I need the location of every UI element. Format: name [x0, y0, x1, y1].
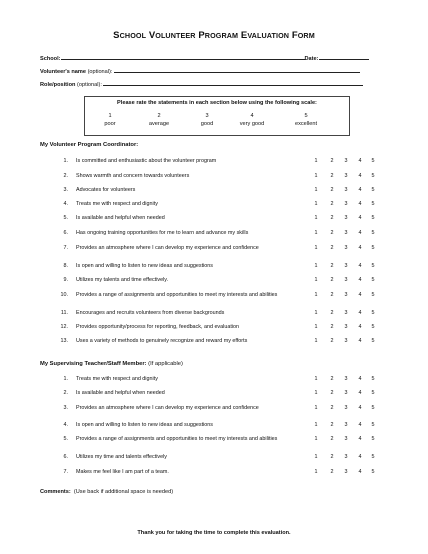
- statement-number: 3.: [63, 187, 68, 193]
- rating-option-2[interactable]: 2: [330, 187, 334, 193]
- title-word-4: EVALUATION: [240, 30, 290, 41]
- role-field[interactable]: [103, 80, 363, 86]
- title-word-3: PROGRAM: [198, 30, 239, 41]
- statement-text: Is open and willing to listen to new ideas and suggestions: [76, 422, 213, 428]
- statement-number: 11.: [60, 310, 68, 316]
- form-title: [0, 30, 428, 41]
- scale-instruction: Please rate the statements in each section below using the following scale:: [117, 100, 317, 106]
- rating-option-1[interactable]: 1: [314, 158, 318, 164]
- rating-option-3[interactable]: 3: [344, 422, 348, 428]
- school-label: School:: [40, 56, 61, 62]
- rating-option-5[interactable]: 5: [371, 324, 375, 330]
- statement-text: Makes me feel like I am part of a team.: [76, 469, 169, 475]
- rating-option-1[interactable]: 1: [314, 469, 318, 475]
- rating-option-4[interactable]: 4: [358, 405, 362, 411]
- statement-text: Provides an atmosphere where I can develop my experience and confidence: [76, 405, 259, 411]
- statement-number: 6.: [63, 230, 68, 236]
- rating-option-5[interactable]: 5: [371, 390, 375, 396]
- volunteer-name-field[interactable]: [114, 67, 360, 73]
- statement-number: 5.: [63, 436, 68, 442]
- statement-text: Utilizes my talents and time effectively.: [76, 277, 169, 283]
- rating-option-2[interactable]: 2: [330, 469, 334, 475]
- rating-option-5[interactable]: 5: [371, 405, 375, 411]
- statement-number: 2.: [63, 173, 68, 179]
- statement-text: Encourages and recruits volunteers from diverse backgrounds: [76, 310, 225, 316]
- thank-you-note: Thank you for taking the time to complete this evaluation.: [137, 530, 291, 536]
- statement-number: 8.: [63, 263, 68, 269]
- rating-option-5[interactable]: 5: [371, 469, 375, 475]
- statement-number: 12.: [60, 324, 68, 330]
- scale-level-5: 5 excellent: [294, 113, 318, 127]
- statement-number: 9.: [63, 277, 68, 283]
- rating-option-3[interactable]: 3: [344, 158, 348, 164]
- school-date-row: [40, 54, 369, 62]
- rating-option-1[interactable]: 1: [314, 292, 318, 298]
- rating-option-5[interactable]: 5: [371, 454, 375, 460]
- rating-option-4[interactable]: 4: [358, 310, 362, 316]
- rating-option-1[interactable]: 1: [314, 324, 318, 330]
- rating-option-3[interactable]: 3: [344, 405, 348, 411]
- rating-option-5[interactable]: 5: [371, 201, 375, 207]
- statement-text: Is available and helpful when needed: [76, 390, 165, 396]
- title-word-2: VOLUNTEER: [148, 30, 196, 41]
- rating-option-3[interactable]: 3: [344, 201, 348, 207]
- rating-option-5[interactable]: 5: [371, 173, 375, 179]
- rating-option-2[interactable]: 2: [330, 405, 334, 411]
- rating-option-2[interactable]: 2: [330, 422, 334, 428]
- rating-option-3[interactable]: 3: [344, 187, 348, 193]
- rating-option-1[interactable]: 1: [314, 376, 318, 382]
- statement-text: Is committed and enthusiastic about the volunteer program: [76, 158, 217, 164]
- statement-number: 6.: [63, 454, 68, 460]
- rating-option-5[interactable]: 5: [371, 338, 375, 344]
- statement-number: 7.: [63, 245, 68, 251]
- scale-level-3: 3 good: [200, 113, 214, 127]
- rating-option-4[interactable]: 4: [358, 245, 362, 251]
- rating-option-3[interactable]: 3: [344, 245, 348, 251]
- rating-scale-box: [84, 96, 350, 136]
- rating-option-4[interactable]: 4: [358, 201, 362, 207]
- statement-number: 1.: [63, 376, 68, 382]
- statement-text: Provides a range of assignments and opportunities to meet my interests and abilities: [76, 292, 278, 298]
- statement-number: 13.: [60, 338, 68, 344]
- statement-number: 2.: [63, 390, 68, 396]
- rating-option-3[interactable]: 3: [344, 338, 348, 344]
- rating-option-1[interactable]: 1: [314, 405, 318, 411]
- rating-option-3[interactable]: 3: [344, 436, 348, 442]
- rating-option-4[interactable]: 4: [358, 215, 362, 221]
- rating-option-4[interactable]: 4: [358, 277, 362, 283]
- scale-level-4: 4 very good: [239, 113, 265, 127]
- rating-option-4[interactable]: 4: [358, 324, 362, 330]
- rating-option-3[interactable]: 3: [344, 230, 348, 236]
- rating-option-5[interactable]: 5: [371, 436, 375, 442]
- rating-option-1[interactable]: 1: [314, 277, 318, 283]
- comments-note: (Use back if additional space is needed): [73, 489, 174, 495]
- statement-number: 7.: [63, 469, 68, 475]
- school-field[interactable]: [61, 54, 305, 60]
- title-word-1: SCHOOL: [113, 30, 147, 41]
- statement-number: 4.: [63, 422, 68, 428]
- rating-option-5[interactable]: 5: [371, 230, 375, 236]
- rating-option-1[interactable]: 1: [314, 263, 318, 269]
- rating-option-4[interactable]: 4: [358, 390, 362, 396]
- rating-option-2[interactable]: 2: [330, 263, 334, 269]
- rating-option-4[interactable]: 4: [358, 338, 362, 344]
- rating-option-5[interactable]: 5: [371, 187, 375, 193]
- rating-option-5[interactable]: 5: [371, 310, 375, 316]
- rating-option-1[interactable]: 1: [314, 338, 318, 344]
- rating-option-2[interactable]: 2: [330, 390, 334, 396]
- rating-option-2[interactable]: 2: [330, 277, 334, 283]
- statement-number: 4.: [63, 201, 68, 207]
- statement-text: Has ongoing training opportunities for me to learn and advance my skills: [76, 230, 249, 236]
- rating-option-1[interactable]: 1: [314, 230, 318, 236]
- rating-option-4[interactable]: 4: [358, 187, 362, 193]
- statement-text: Shows warmth and concern towards volunteers: [76, 173, 190, 179]
- rating-option-2[interactable]: 2: [330, 245, 334, 251]
- rating-option-3[interactable]: 3: [344, 469, 348, 475]
- rating-option-4[interactable]: 4: [358, 422, 362, 428]
- rating-option-4[interactable]: 4: [358, 292, 362, 298]
- rating-option-4[interactable]: 4: [358, 469, 362, 475]
- statement-text: Treats me with respect and dignity: [76, 201, 158, 207]
- comments-row[interactable]: [40, 489, 173, 495]
- statement-number: 1.: [63, 158, 68, 164]
- statement-number: 3.: [63, 405, 68, 411]
- rating-option-5[interactable]: 5: [371, 292, 375, 298]
- rating-option-4[interactable]: 4: [358, 436, 362, 442]
- rating-option-5[interactable]: 5: [371, 215, 375, 221]
- rating-option-5[interactable]: 5: [371, 158, 375, 164]
- statement-text: Is open and willing to listen to new ideas and suggestions: [76, 263, 213, 269]
- rating-option-2[interactable]: 2: [330, 173, 334, 179]
- statement-number: 5.: [63, 215, 68, 221]
- rating-option-1[interactable]: 1: [314, 187, 318, 193]
- rating-option-2[interactable]: 2: [330, 310, 334, 316]
- date-label: Date:: [304, 56, 319, 62]
- rating-option-2[interactable]: 2: [330, 324, 334, 330]
- rating-option-1[interactable]: 1: [314, 390, 318, 396]
- statement-text: Provides opportunity/process for reporting, feedback, and evaluation: [76, 324, 240, 330]
- rating-option-5[interactable]: 5: [371, 277, 375, 283]
- scale-level-2: 2 average: [148, 113, 170, 127]
- rating-option-3[interactable]: 3: [344, 454, 348, 460]
- rating-option-4[interactable]: 4: [358, 376, 362, 382]
- volunteer-optional: (optional):: [87, 69, 113, 75]
- statement-text: Uses a variety of methods to genuinely recognize and reward my efforts: [76, 338, 248, 344]
- statement-number: 10.: [60, 292, 68, 298]
- section-teacher-heading: My Supervising Teacher/Staff Member: (If applicable): [40, 361, 183, 367]
- rating-option-2[interactable]: 2: [330, 201, 334, 207]
- rating-option-1[interactable]: 1: [314, 310, 318, 316]
- rating-option-3[interactable]: 3: [344, 292, 348, 298]
- rating-option-3[interactable]: 3: [344, 173, 348, 179]
- rating-option-2[interactable]: 2: [330, 215, 334, 221]
- rating-option-2[interactable]: 2: [330, 230, 334, 236]
- rating-option-2[interactable]: 2: [330, 338, 334, 344]
- volunteer-label: Volunteer's name: [40, 69, 86, 75]
- rating-option-3[interactable]: 3: [344, 263, 348, 269]
- rating-option-1[interactable]: 1: [314, 201, 318, 207]
- rating-option-3[interactable]: 3: [344, 324, 348, 330]
- rating-option-2[interactable]: 2: [330, 454, 334, 460]
- rating-option-1[interactable]: 1: [314, 215, 318, 221]
- rating-option-4[interactable]: 4: [358, 263, 362, 269]
- rating-option-1[interactable]: 1: [314, 173, 318, 179]
- rating-option-5[interactable]: 5: [371, 245, 375, 251]
- statement-text: Utilizes my time and talents effectively: [76, 454, 167, 460]
- rating-option-2[interactable]: 2: [330, 158, 334, 164]
- rating-option-5[interactable]: 5: [371, 422, 375, 428]
- volunteer-name-row: [40, 67, 360, 75]
- role-label: Role/position: [40, 82, 76, 88]
- rating-option-1[interactable]: 1: [314, 454, 318, 460]
- rating-option-3[interactable]: 3: [344, 376, 348, 382]
- rating-option-3[interactable]: 3: [344, 390, 348, 396]
- rating-option-2[interactable]: 2: [330, 436, 334, 442]
- statement-text: Provides an atmosphere where I can develop my experience and confidence: [76, 245, 259, 251]
- rating-option-4[interactable]: 4: [358, 158, 362, 164]
- role-row: [40, 80, 363, 88]
- date-field[interactable]: [319, 54, 369, 60]
- rating-option-4[interactable]: 4: [358, 173, 362, 179]
- title-word-5: FORM: [291, 30, 315, 41]
- scale-level-1: 1 poor: [104, 113, 116, 127]
- rating-option-1[interactable]: 1: [314, 436, 318, 442]
- rating-option-2[interactable]: 2: [330, 292, 334, 298]
- comments-label: Comments:: [40, 489, 71, 495]
- rating-option-4[interactable]: 4: [358, 230, 362, 236]
- rating-option-5[interactable]: 5: [371, 263, 375, 269]
- rating-option-5[interactable]: 5: [371, 376, 375, 382]
- rating-option-3[interactable]: 3: [344, 310, 348, 316]
- section-coordinator-heading: My Volunteer Program Coordinator:: [40, 142, 139, 148]
- rating-option-3[interactable]: 3: [344, 215, 348, 221]
- statement-text: Provides a range of assignments and opportunities to meet my interests and abilities: [76, 436, 278, 442]
- rating-option-2[interactable]: 2: [330, 376, 334, 382]
- rating-option-3[interactable]: 3: [344, 277, 348, 283]
- rating-option-4[interactable]: 4: [358, 454, 362, 460]
- rating-option-1[interactable]: 1: [314, 245, 318, 251]
- rating-option-1[interactable]: 1: [314, 422, 318, 428]
- role-optional: (optional):: [77, 82, 102, 88]
- statement-text: Is available and helpful when needed: [76, 215, 165, 221]
- statement-text: Treats me with respect and dignity: [76, 376, 158, 382]
- statement-text: Advocates for volunteers: [76, 187, 136, 193]
